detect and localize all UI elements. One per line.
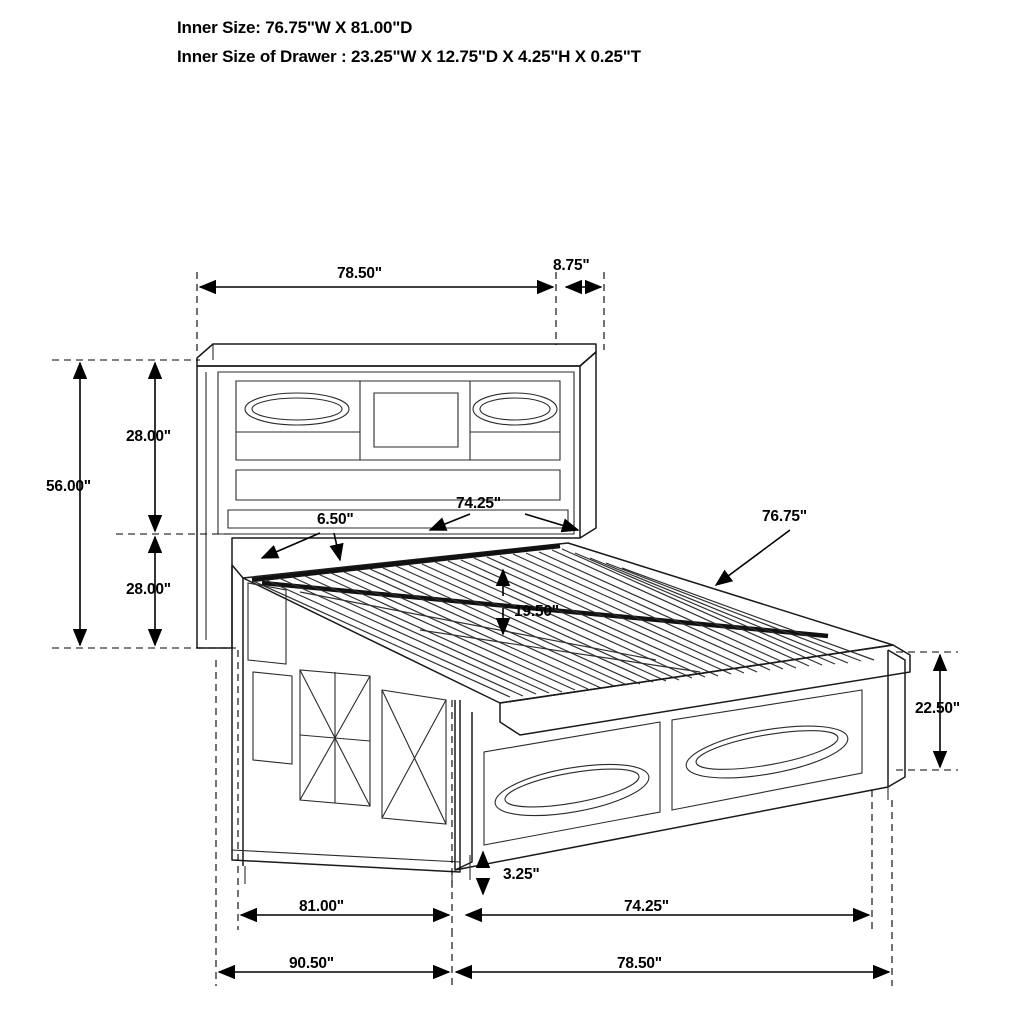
dim-label-side-rail-length: 81.00"	[299, 898, 344, 915]
dim-label-headboard-width: 78.50"	[337, 265, 382, 282]
dim-bottom-1-group	[238, 650, 872, 930]
dim-label-deck-height: 19.50"	[514, 603, 559, 620]
side-rail-storage-group	[232, 565, 460, 888]
dim-label-headboard-lower: 28.00"	[126, 581, 171, 598]
dim-label-mattress-width: 74.25"	[456, 495, 501, 512]
dim-top-group	[197, 272, 604, 352]
dim-label-mattress-inset: 6.50"	[317, 511, 354, 528]
dim-6-50-group	[262, 533, 340, 560]
dim-label-footboard-width: 74.25"	[624, 898, 669, 915]
dim-bottom-2-group	[216, 660, 892, 986]
dim-label-overall-width: 78.50"	[617, 955, 662, 972]
dim-76-75-group	[716, 530, 790, 585]
inner-size-label: Inner Size: 76.75"W X 81.00"D	[177, 18, 413, 37]
dim-label-floor-clearance: 3.25"	[503, 866, 540, 883]
dim-label-footboard-height: 22.50"	[915, 700, 960, 717]
dim-left-group	[52, 360, 236, 648]
dim-label-headboard-offset: 8.75"	[553, 257, 590, 274]
dim-label-headboard-upper: 28.00"	[126, 428, 171, 445]
footboard-group	[455, 645, 910, 880]
mattress-deck-group	[243, 543, 893, 703]
dim-74-25-top-group	[430, 514, 578, 530]
inner-drawer-size-label: Inner Size of Drawer : 23.25"W X 12.75"D X 4.25"H X 0.25"T	[177, 47, 641, 66]
dim-label-side-length: 76.75"	[762, 508, 807, 525]
dim-label-total-height: 56.00"	[46, 478, 91, 495]
dim-label-overall-length: 90.50"	[289, 955, 334, 972]
